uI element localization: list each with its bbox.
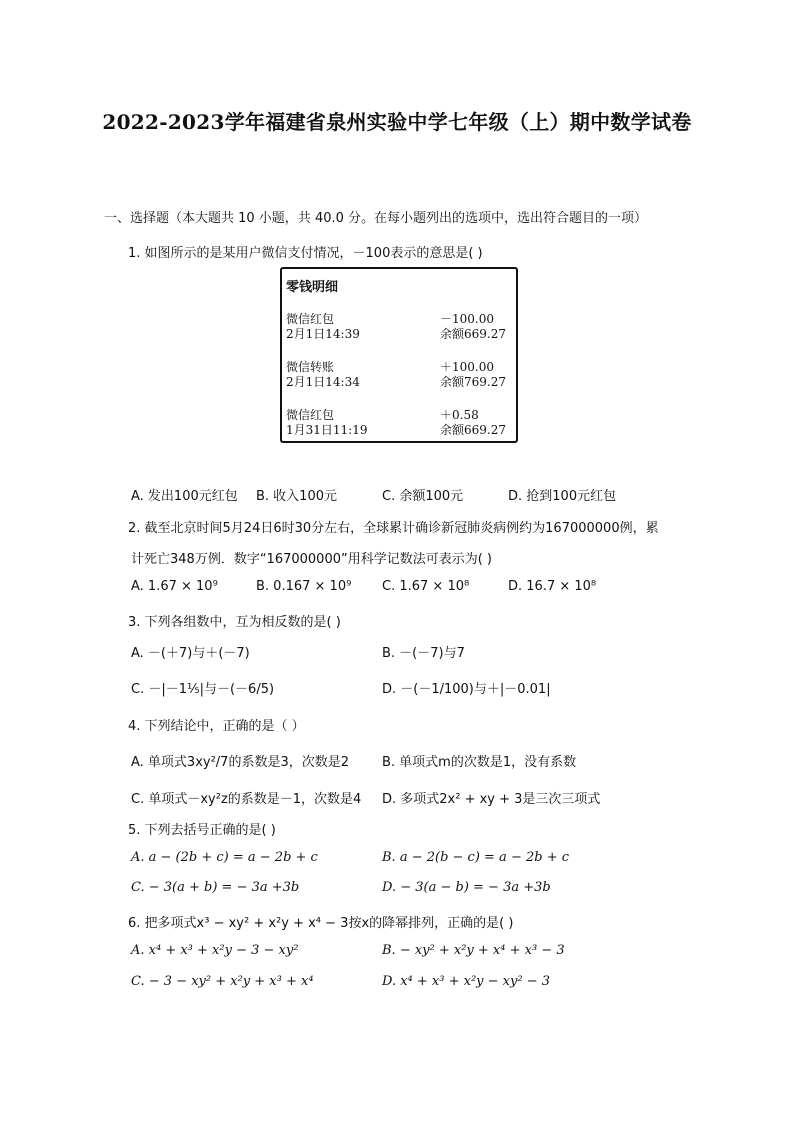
wallet-heading: 零钱明细	[286, 280, 339, 295]
q3-option-a: A. －(＋7)与＋(－7)	[131, 646, 250, 661]
q4-option-d: D. 多项式2x² + xy + 3是三次三项式	[382, 792, 601, 807]
section-heading: 一、选择题（本大题共 10 小题，共 40.0 分。在每小题列出的选项中，选出符合题目的一项）	[104, 211, 648, 226]
q1-option-b: B. 收入100元	[256, 489, 337, 504]
q6-option-b: B. − xy² + x²y + x⁴ + x³ − 3	[382, 943, 565, 958]
question-3-stem: 3. 下列各组数中，互为相反数的是( )	[128, 615, 341, 630]
q4-option-c: C. 单项式－xy²z的系数是－1，次数是4	[131, 792, 362, 807]
wallet-entry-name: 微信红包	[286, 312, 335, 326]
wallet-entry-amount: －100.00	[440, 312, 494, 326]
page-title: 2022-2023学年福建省泉州实验中学七年级（上）期中数学试卷	[102, 110, 692, 134]
q5-option-d: D. − 3(a − b) = − 3a +3b	[382, 880, 551, 895]
wallet-entry-amount: ＋0.58	[440, 408, 479, 422]
q6-option-d: D. x⁴ + x³ + x²y − xy² − 3	[382, 974, 550, 989]
question-2-stem: 2. 截至北京时间5月24日6时30分左右，全球累计确诊新冠肺炎病例约为167000000例，累	[128, 521, 659, 536]
q1-option-d: D. 抢到100元红包	[508, 489, 617, 504]
wallet-entry-balance: 余额669.27	[440, 423, 506, 437]
question-2-stem-cont: 计死亡348万例．数字“167000000”用科学记数法可表示为( )	[131, 552, 492, 567]
q5-option-b: B. a − 2(b − c) = a − 2b + c	[382, 850, 569, 865]
q2-option-b: B. 0.167 × 10⁹	[256, 579, 352, 594]
q2-option-d: D. 16.7 × 10⁸	[508, 579, 597, 594]
q6-option-c: C. − 3 − xy² + x²y + x³ + x⁴	[131, 974, 314, 989]
wallet-entry-time: 2月1日14:34	[286, 375, 360, 389]
question-5-stem: 5. 下列去括号正确的是( )	[128, 823, 276, 838]
q4-option-a: A. 单项式3xy²/7的系数是3，次数是2	[131, 755, 349, 770]
wallet-entry-time: 1月31日11:19	[286, 423, 368, 437]
wallet-detail-box	[280, 267, 518, 443]
wallet-entry-name: 微信红包	[286, 408, 335, 422]
wallet-entry-balance: 余额769.27	[440, 375, 506, 389]
q4-option-b: B. 单项式m的次数是1，没有系数	[382, 755, 577, 770]
q6-option-a: A. x⁴ + x³ + x²y − 3 − xy²	[131, 943, 299, 958]
q3-option-b: B. －(－7)与7	[382, 646, 465, 661]
wallet-entry-name: 微信转账	[286, 360, 335, 374]
wallet-entry-amount: ＋100.00	[440, 360, 494, 374]
q3-option-d: D. －(－1/100)与＋|－0.01|	[382, 682, 551, 697]
question-6-stem: 6. 把多项式x³ − xy² + x²y + x⁴ − 3按x的降幂排列，正确的是( )	[128, 916, 514, 931]
q1-option-c: C. 余额100元	[382, 489, 464, 504]
q2-option-c: C. 1.67 × 10⁸	[382, 579, 470, 594]
wallet-entry-balance: 余额669.27	[440, 327, 506, 341]
q3-option-c: C. －|－1⅕|与－(－6/5)	[131, 682, 275, 697]
q5-option-a: A. a − (2b + c) = a − 2b + c	[131, 850, 318, 865]
q2-option-a: A. 1.67 × 10⁹	[131, 579, 218, 594]
question-1-stem: 1. 如图所示的是某用户微信支付情况，－100表示的意思是( )	[128, 246, 483, 261]
q1-option-a: A. 发出100元红包	[131, 489, 238, 504]
q5-option-c: C. − 3(a + b) = − 3a +3b	[131, 880, 300, 895]
question-4-stem: 4. 下列结论中，正确的是（ ）	[128, 719, 305, 734]
wallet-entry-time: 2月1日14:39	[286, 327, 360, 341]
